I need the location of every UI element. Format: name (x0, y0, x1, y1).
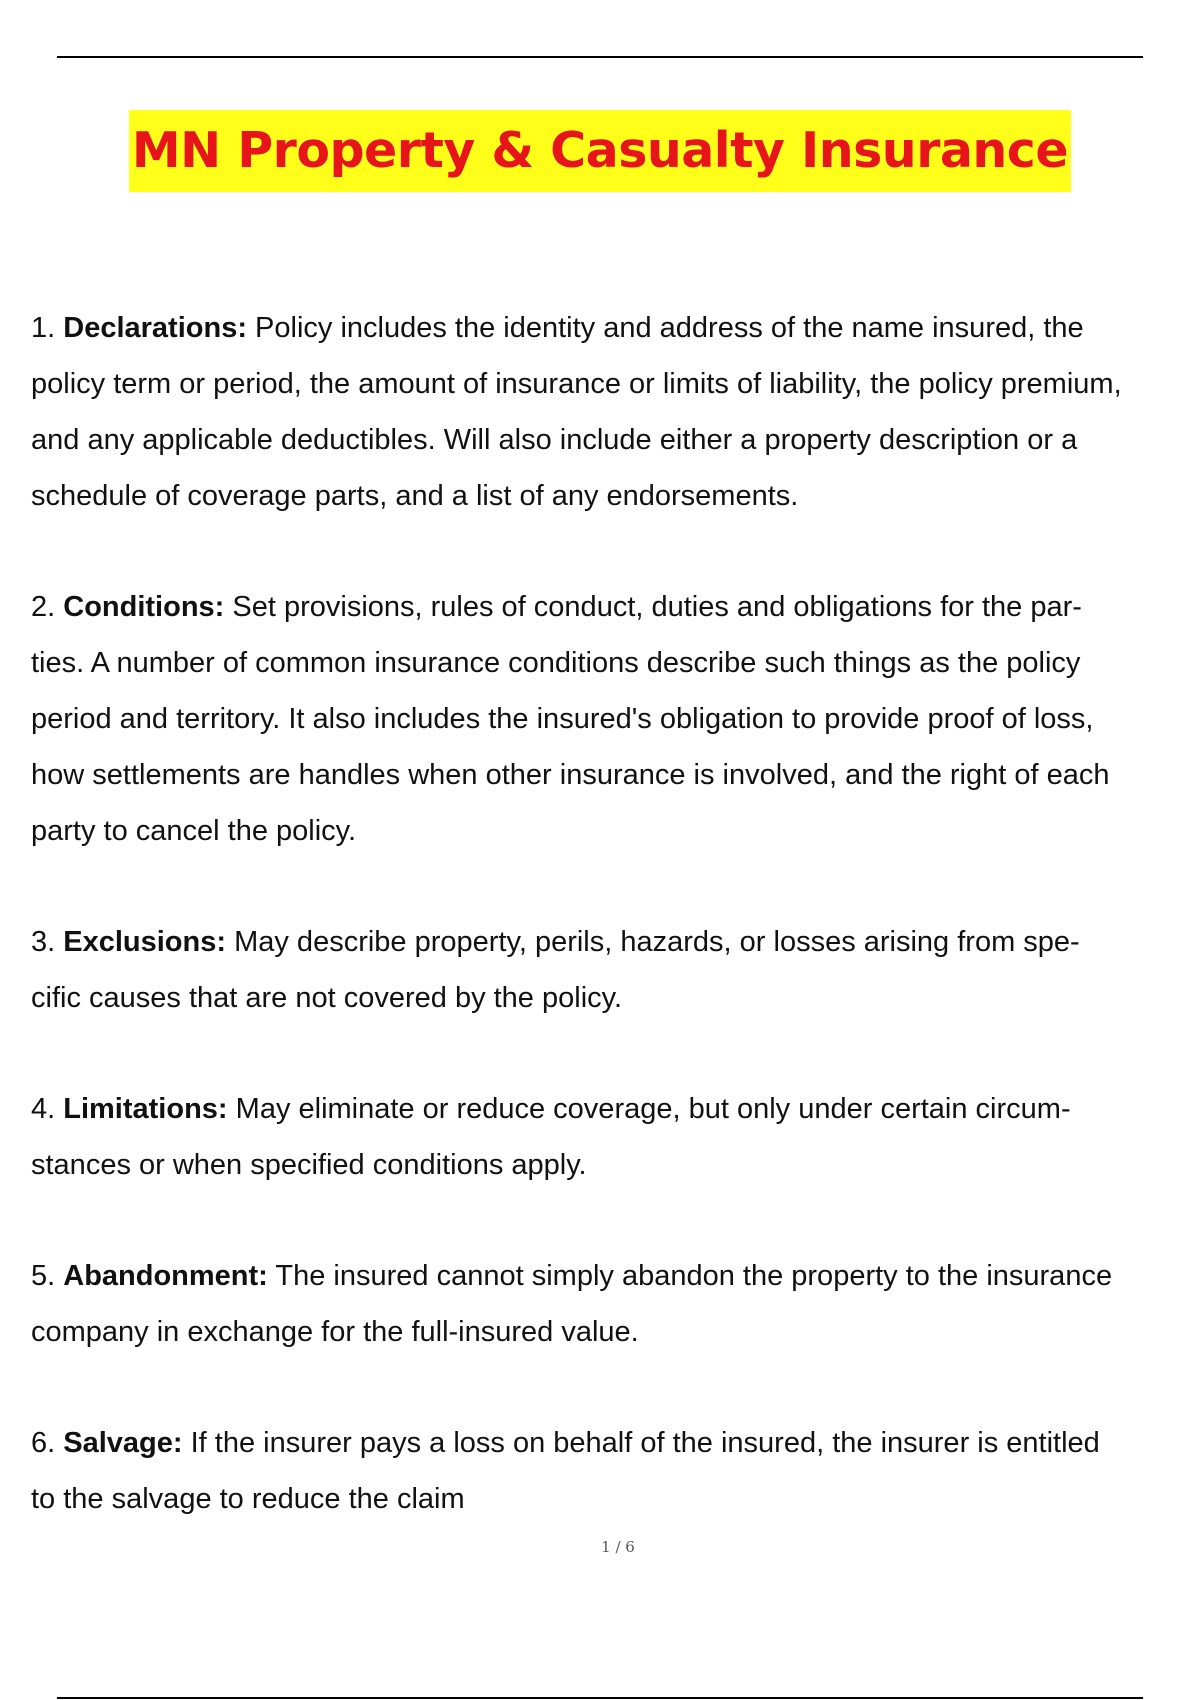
item-term: Conditions: (63, 591, 225, 623)
item-description: The insured cannot simply abandon the property to the insurance company in exchange for the full-insured value. (31, 1260, 1113, 1348)
top-divider (57, 56, 1143, 58)
bottom-divider (57, 1697, 1143, 1699)
page-number: 1 / 6 (601, 1538, 635, 1556)
item-description: If the insurer pays a loss on behalf of the insured, the insurer is entitled to the salvage to reduce the claim (31, 1427, 1100, 1515)
document-title: MN Property & Casualty Insurance (129, 110, 1071, 192)
list-item-salvage (31, 1415, 1199, 1527)
document-body (31, 300, 1199, 1582)
title-container (0, 110, 1200, 192)
item-number: 5. (31, 1260, 56, 1292)
item-description: Set provisions, rules of conduct, duties and obligations for the par- ties. A number of common insurance conditions describe such things as the policy period and territory. It also includes the insured's obligation to provide proof of loss, how settlements are handles when other insurance is involved, and the right of each party to cancel the policy. (31, 591, 1110, 847)
list-item-declarations (31, 300, 1199, 524)
list-item-limitations (31, 1081, 1199, 1193)
item-term: Exclusions: (63, 926, 227, 958)
list-item-abandonment (31, 1248, 1199, 1360)
item-number: 2. (31, 591, 56, 623)
item-number: 4. (31, 1093, 56, 1125)
item-term: Limitations: (63, 1093, 228, 1125)
item-description: May describe property, perils, hazards, or losses arising from spe- cific causes that are not covered by the policy. (31, 926, 1080, 1014)
item-description: Policy includes the identity and address of the name insured, the policy term or period, the amount of insurance or limits of liability, the policy premium, and any applicable deductibles. Will also include either a property description or a schedule of coverage parts, and a list of any endorsements. (31, 312, 1122, 512)
item-description: May eliminate or reduce coverage, but only under certain circum- stances or when specified conditions apply. (31, 1093, 1071, 1181)
item-number: 6. (31, 1427, 56, 1459)
item-term: Declarations: (63, 312, 247, 344)
item-term: Salvage: (63, 1427, 183, 1459)
item-number: 3. (31, 926, 56, 958)
list-item-exclusions (31, 914, 1199, 1026)
item-term: Abandonment: (63, 1260, 268, 1292)
item-number: 1. (31, 312, 56, 344)
list-item-conditions (31, 579, 1199, 859)
